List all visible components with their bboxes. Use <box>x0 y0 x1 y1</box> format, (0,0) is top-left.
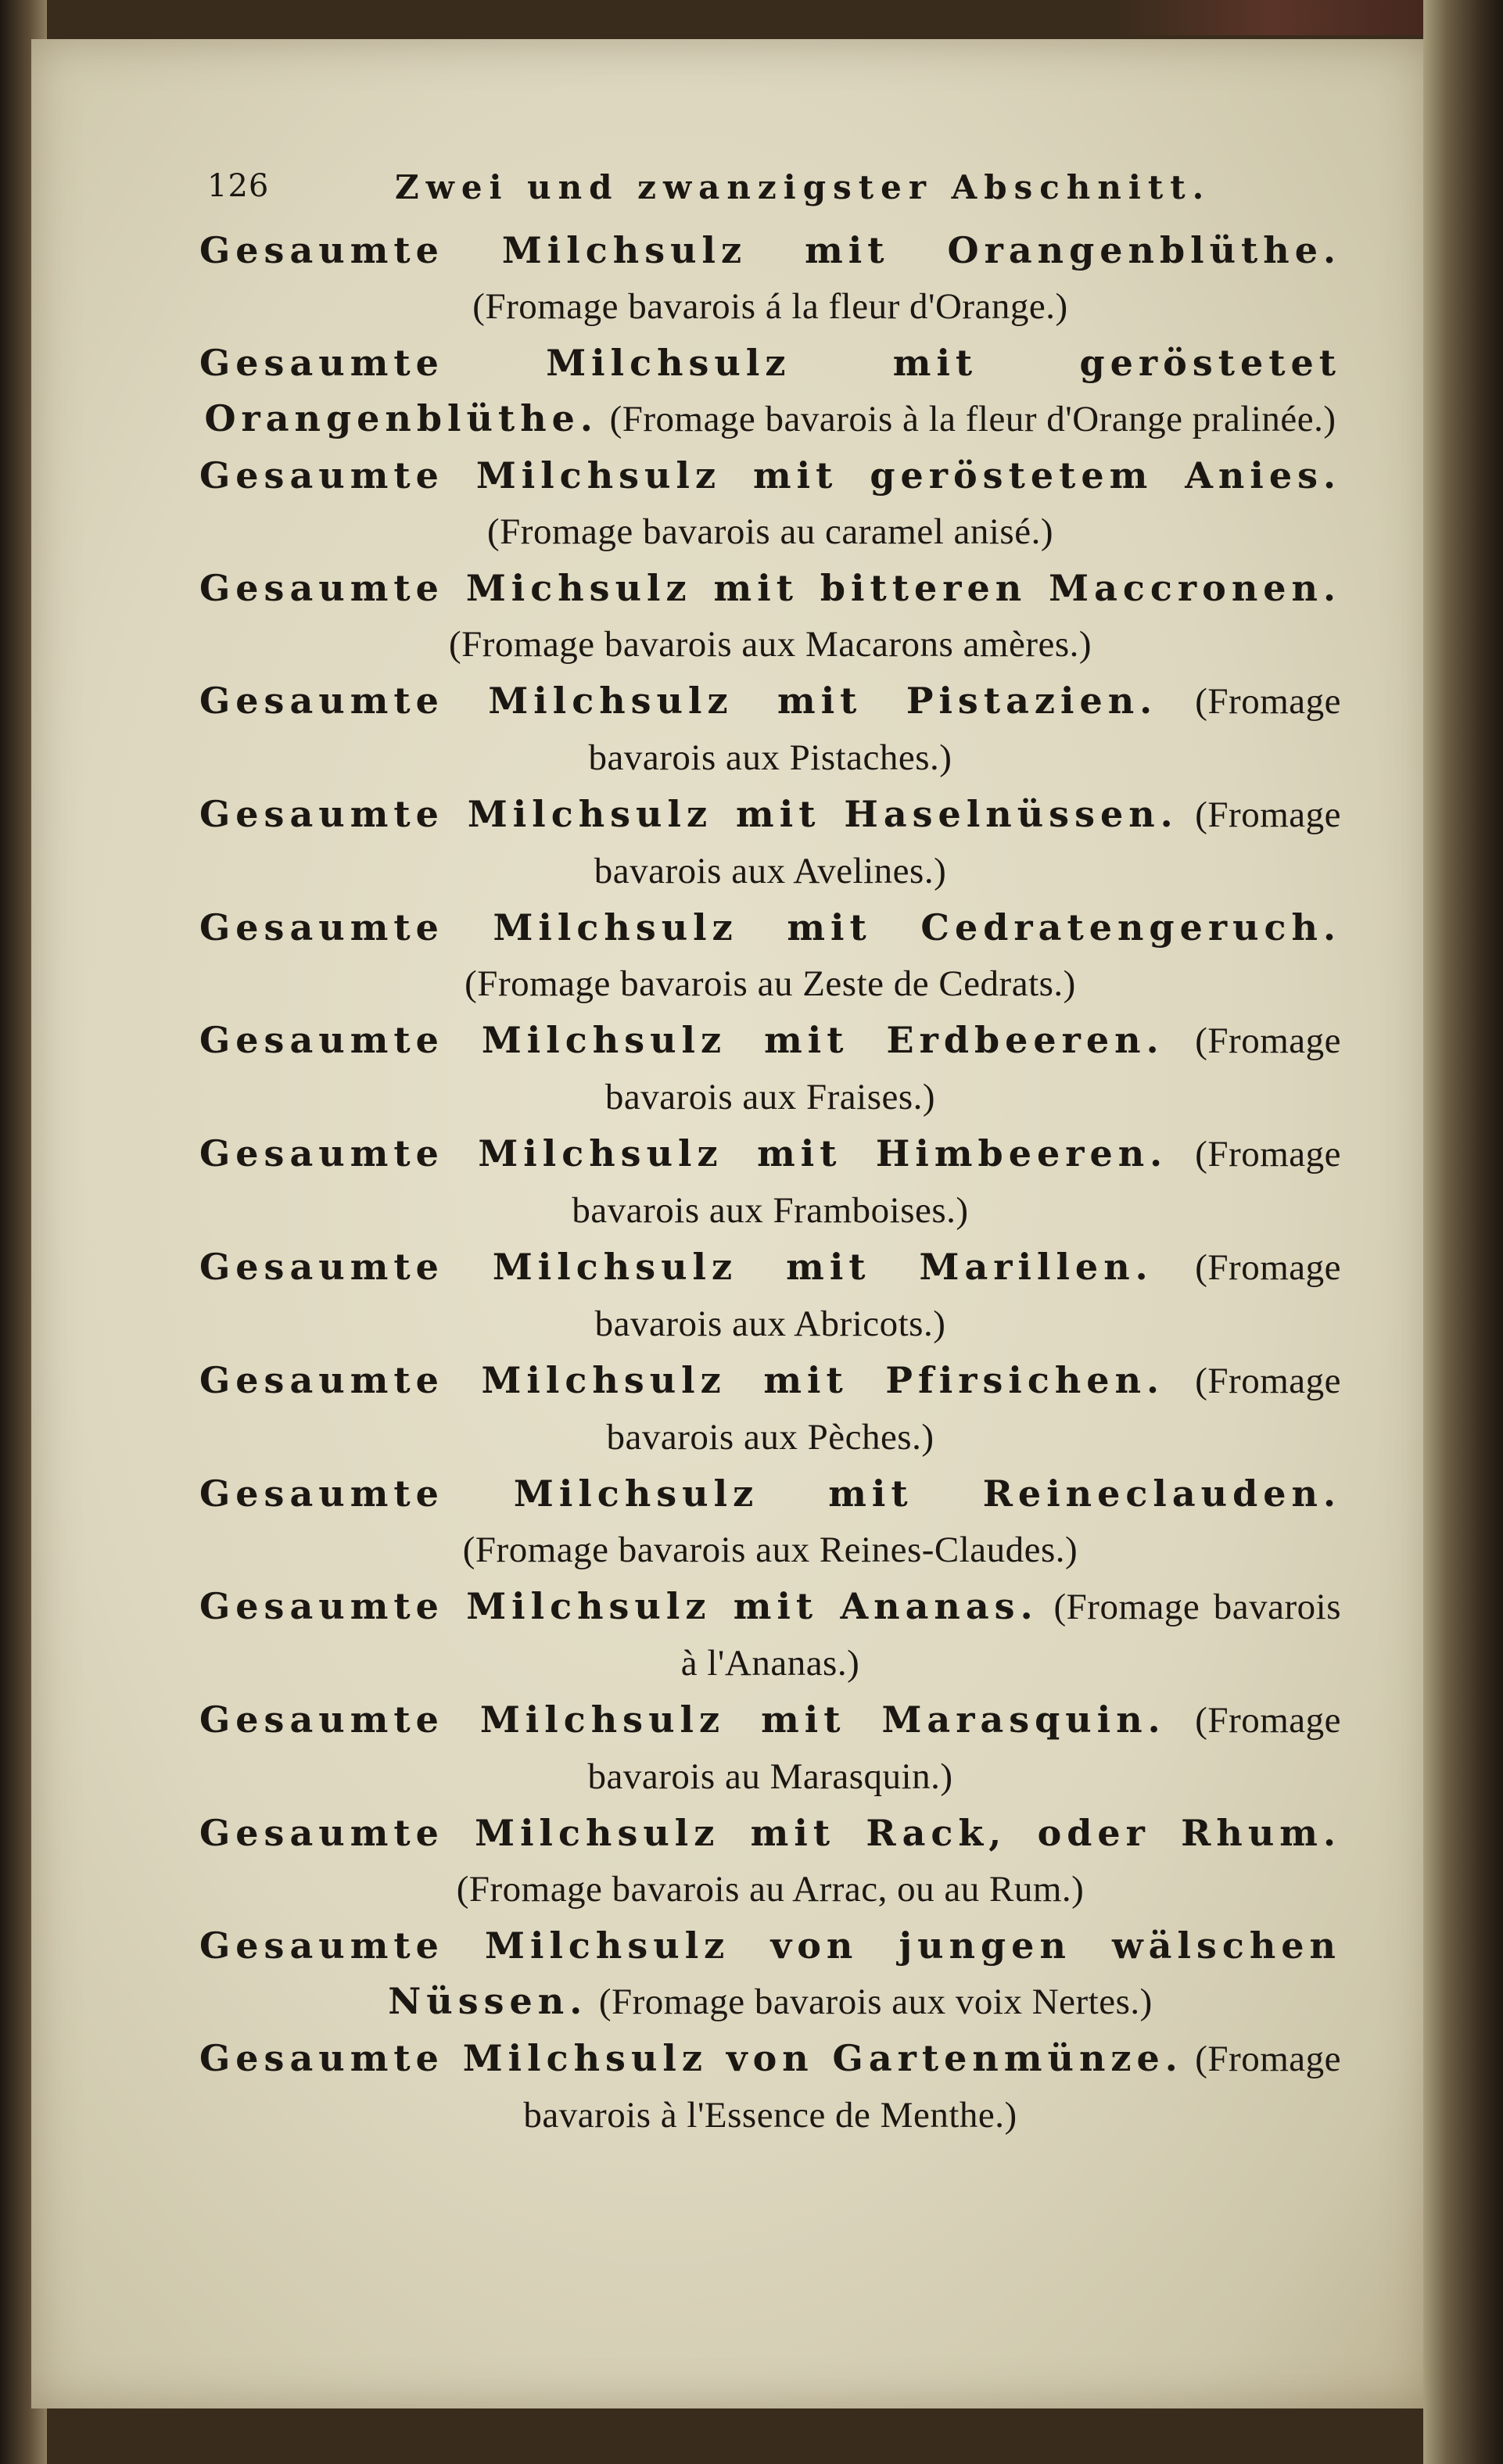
chapter-title: Zwei und zwanzigster Abschnitt. <box>395 168 1211 206</box>
recipe-entry <box>199 1126 1341 1238</box>
recipe-entry <box>199 448 1341 559</box>
german-title: Gesaumte Milchsulz von jungen wälschen Nüssen. <box>199 1924 1341 2022</box>
recipe-entry <box>199 223 1341 334</box>
recipe-entry <box>199 1692 1341 1804</box>
german-title: Gesaumte Milchsulz mit Cedratengeruch. <box>199 906 1341 949</box>
recipe-entry <box>199 1918 1341 2029</box>
german-title: Gesaumte Milchsulz mit Pfirsichen. <box>199 1359 1165 1401</box>
french-title: (Fromage bavarois à l'Ananas.) <box>680 1587 1341 1684</box>
recipe-entry <box>199 1353 1341 1465</box>
french-title: (Fromage bavarois aux Abricots.) <box>594 1247 1341 1344</box>
recipe-list <box>199 223 1341 2143</box>
page-text-block <box>199 168 1341 2144</box>
french-title: (Fromage bavarois aux Reines-Claudes.) <box>462 1529 1078 1570</box>
french-title: (Fromage bavarois aux Pèches.) <box>606 1361 1341 1458</box>
french-title: (Fromage bavarois aux Framboises.) <box>572 1134 1342 1231</box>
german-title: Gesaumte Milchsulz mit Erdbeeren. <box>199 1019 1164 1061</box>
french-title: (Fromage bavarois au Arrac, ou au Rum.) <box>456 1868 1085 1910</box>
french-title: (Fromage bavarois au Zeste de Cedrats.) <box>465 963 1076 1004</box>
german-title: Gesaumte Milchsulz mit Himbeeren. <box>199 1132 1168 1175</box>
german-title: Gesaumte Milchsulz mit Orangenblüthe. <box>199 229 1341 271</box>
recipe-entry <box>199 900 1341 1011</box>
german-title: Gesaumte Milchsulz mit Marasquin. <box>199 1698 1166 1741</box>
french-title: (Fromage bavarois à la fleur d'Orange pralinée.) <box>609 398 1336 439</box>
french-title: (Fromage bavarois aux voix Nertes.) <box>598 1981 1153 2022</box>
recipe-entry <box>199 2031 1341 2143</box>
page-number: 126 <box>207 168 270 204</box>
french-title: (Fromage bavarois au caramel anisé.) <box>487 511 1053 552</box>
german-title: Gesaumte Milchsulz mit Rack, oder Rhum. <box>199 1812 1341 1854</box>
recipe-entry <box>199 673 1341 785</box>
recipe-entry <box>199 335 1341 447</box>
recipe-entry <box>199 1239 1341 1351</box>
german-title: Gesaumte Milchsulz von Gartenmünze. <box>199 2037 1183 2079</box>
recipe-entry <box>199 1466 1341 1577</box>
recipe-entry <box>199 1579 1341 1691</box>
binding-gutter <box>1423 0 1503 2464</box>
german-title: Gesaumte Milchsulz mit geröstetem Anies. <box>199 454 1341 497</box>
german-title: Gesaumte Milchsulz mit Ananas. <box>199 1585 1038 1627</box>
french-title: (Fromage bavarois á la fleur d'Orange.) <box>472 285 1068 327</box>
french-title: (Fromage bavarois aux Fraises.) <box>604 1020 1341 1117</box>
running-head <box>199 168 1341 223</box>
german-title: Gesaumte Milchsulz mit Reineclauden. <box>199 1472 1341 1515</box>
recipe-entry <box>199 1806 1341 1917</box>
french-title: (Fromage bavarois aux Avelines.) <box>594 794 1341 891</box>
french-title: (Fromage bavarois aux Macarons amères.) <box>448 623 1092 665</box>
french-title: (Fromage bavarois à l'Essence de Menthe.) <box>523 2039 1342 2136</box>
german-title: Gesaumte Milchsulz mit Pistazien. <box>199 680 1158 722</box>
french-title: (Fromage bavarois aux Pistaches.) <box>588 681 1341 778</box>
recipe-entry <box>199 787 1341 898</box>
recipe-entry <box>199 561 1341 672</box>
german-title: Gesaumte Michsulz mit bitteren Maccronen. <box>199 567 1341 609</box>
german-title: Gesaumte Milchsulz mit Haselnüssen. <box>199 793 1178 835</box>
french-title: (Fromage bavarois au Marasquin.) <box>587 1700 1342 1797</box>
recipe-entry <box>199 1013 1341 1124</box>
german-title: Gesaumte Milchsulz mit geröstetet Orangenblüthe. <box>199 342 1341 439</box>
german-title: Gesaumte Milchsulz mit Marillen. <box>199 1246 1153 1288</box>
